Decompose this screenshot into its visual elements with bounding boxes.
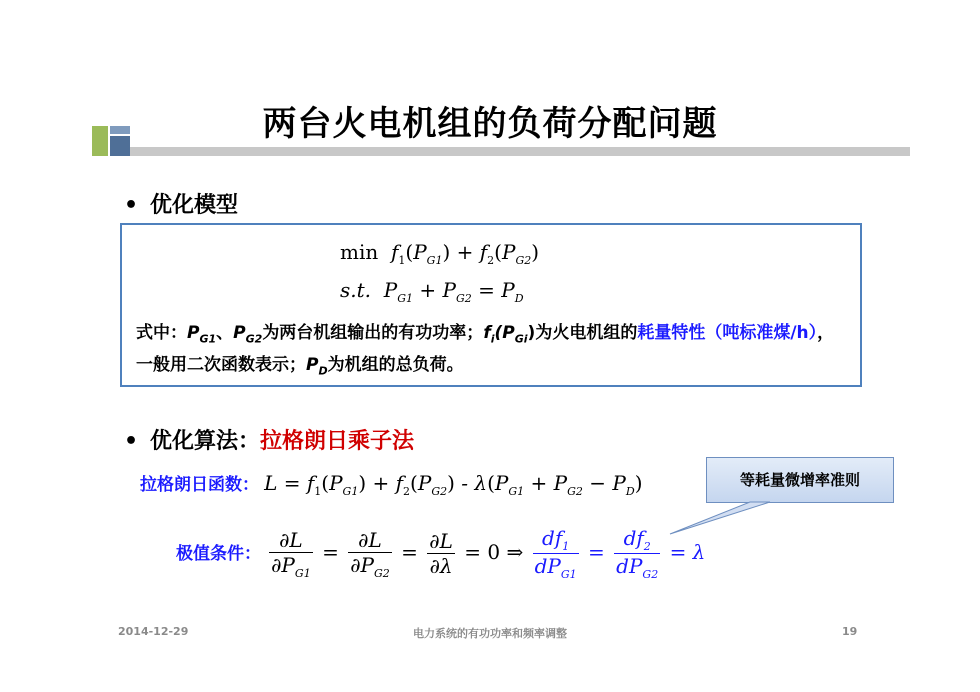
bullet-dot: • <box>124 193 139 218</box>
f1-symbol: f <box>390 240 399 264</box>
st-label: s.t. <box>340 278 372 302</box>
g2-subscript: G2 <box>567 485 583 498</box>
section2-method: 拉格朗日乘子法 <box>260 429 415 454</box>
frac-denominator: dP <box>616 554 643 578</box>
g1-subscript: G1 <box>426 254 443 267</box>
p-symbol: P <box>501 240 516 264</box>
g2-subscript: G2 <box>431 485 448 498</box>
g1-subscript: G1 <box>342 485 359 498</box>
section2-label: 优化算法： <box>150 429 261 454</box>
frac-denominator: ∂P <box>271 552 295 577</box>
frac-numerator: df <box>623 526 644 550</box>
g1-subscript: G1 <box>560 568 577 581</box>
footer-title: 电力系统的有功功率和频率调整 <box>413 627 567 640</box>
p-symbol: P <box>417 471 432 495</box>
equals-sign: = <box>478 278 495 302</box>
f2-symbol: f <box>479 240 488 264</box>
lagrange-label: 拉格朗日函数： <box>140 475 259 495</box>
f2-subscript: 2 <box>403 485 411 498</box>
desc-symbol: P <box>233 323 246 343</box>
f1-symbol: f <box>306 471 315 495</box>
equals-lambda: = λ <box>669 540 706 564</box>
desc-text: ，一般用二次函数表示； <box>136 323 835 376</box>
model-description <box>136 320 846 385</box>
desc-text: 为两台机组输出的有功功率； <box>262 323 484 343</box>
f2-symbol: f <box>395 471 404 495</box>
f2-subscript: 2 <box>487 254 495 267</box>
p-symbol: P <box>553 471 568 495</box>
p-symbol: P <box>612 471 626 495</box>
equals-sign: = <box>401 540 418 564</box>
plus-sign: + <box>456 240 474 264</box>
frac-dl-dpg2 <box>348 528 392 580</box>
equal-incremental-rate-callout: 等耗量微增率准则 <box>706 457 894 503</box>
frac-df2-dpg2 <box>614 526 660 581</box>
g2-subscript: G2 <box>374 566 390 580</box>
desc-text: 式中： <box>136 323 187 343</box>
implies-arrow: ⇒ <box>506 540 524 564</box>
desc-symbol: f <box>483 323 491 343</box>
p-symbol: P <box>383 278 398 302</box>
desc-text: 为机组的总负荷。 <box>327 355 464 376</box>
extremum-label: 极值条件： <box>176 544 261 564</box>
frac-dl-dlambda <box>427 529 455 578</box>
equals-sign: = <box>588 540 605 564</box>
desc-subscript: D <box>318 364 328 378</box>
title-decoration-blue <box>110 136 130 156</box>
f2-subscript: 2 <box>643 540 651 553</box>
lambda-term: - λ <box>461 471 488 495</box>
p-symbol: P <box>442 278 456 302</box>
desc-symbol: P <box>306 355 319 376</box>
plus-sign: + <box>419 278 437 302</box>
equals-sign: = <box>322 540 339 564</box>
minus-sign: − <box>589 471 607 495</box>
desc-highlight: 耗量特性（吨标准煤/h） <box>637 323 818 343</box>
desc-text: )为火电机组的 <box>527 323 638 343</box>
bullet-dot: • <box>124 429 139 454</box>
section1-label: 优化模型 <box>150 193 239 218</box>
g2-subscript: G2 <box>642 568 659 581</box>
equals-sign: = <box>283 471 301 495</box>
plus-sign: + <box>372 471 390 495</box>
frac-denominator: ∂P <box>350 552 374 577</box>
desc-subscript: Gi <box>514 332 528 346</box>
title-decoration-light <box>110 126 130 134</box>
equals-zero: = 0 <box>464 540 501 564</box>
d-subscript: D <box>625 485 635 498</box>
g2-subscript: G2 <box>515 254 532 267</box>
desc-subscript: i <box>490 332 495 346</box>
slide-title: 两台火电机组的负荷分配问题 <box>262 104 718 144</box>
bullet-optimization-model <box>124 188 238 219</box>
objective-function: $\min f_1(P_{G1}) + f_2(P_{G2})$ <box>340 240 540 267</box>
d-subscript: D <box>514 292 524 305</box>
lagrange-function: 拉格朗日函数： $L = f_1(P_{G1}) + f_2(P_{G2}) - \lambda(P_{G1} + P_{G2} - P_D)$ <box>140 471 643 498</box>
min-operator: min <box>340 240 379 264</box>
footer-page-number: 19 <box>842 625 858 638</box>
p-symbol: P <box>494 471 509 495</box>
title-underline <box>130 147 910 156</box>
desc-text: 、 <box>216 323 234 343</box>
extremum-conditions <box>176 526 705 581</box>
g1-subscript: G1 <box>397 292 413 305</box>
frac-numerator: df <box>542 526 563 550</box>
p-symbol: P <box>501 278 515 302</box>
frac-numerator: ∂L <box>269 528 313 553</box>
desc-subscript: G2 <box>245 332 263 346</box>
g1-subscript: G1 <box>294 566 311 580</box>
frac-dl-dpg1 <box>269 528 313 580</box>
footer-date: 2014-12-29 <box>118 625 189 638</box>
desc-symbol: (P <box>494 323 515 343</box>
frac-denominator: dP <box>534 554 561 578</box>
frac-df1-dpg1 <box>533 526 579 581</box>
g2-subscript: G2 <box>455 292 472 305</box>
p-symbol: P <box>413 240 427 264</box>
f1-subscript: 1 <box>562 540 570 553</box>
desc-subscript: G1 <box>199 332 217 346</box>
constraint <box>340 278 524 305</box>
g1-subscript: G1 <box>508 485 525 498</box>
frac-numerator: ∂L <box>348 528 392 553</box>
f1-subscript: 1 <box>314 485 322 498</box>
f1-subscript: 1 <box>398 254 406 267</box>
p-symbol: P <box>329 471 343 495</box>
title-decoration-green <box>92 126 108 156</box>
frac-numerator: ∂L <box>429 529 453 553</box>
frac-denominator: ∂λ <box>429 554 453 578</box>
desc-symbol: P <box>187 323 200 343</box>
bullet-optimization-algorithm <box>124 424 414 455</box>
plus-sign: + <box>530 471 548 495</box>
l-symbol: L <box>264 471 278 495</box>
